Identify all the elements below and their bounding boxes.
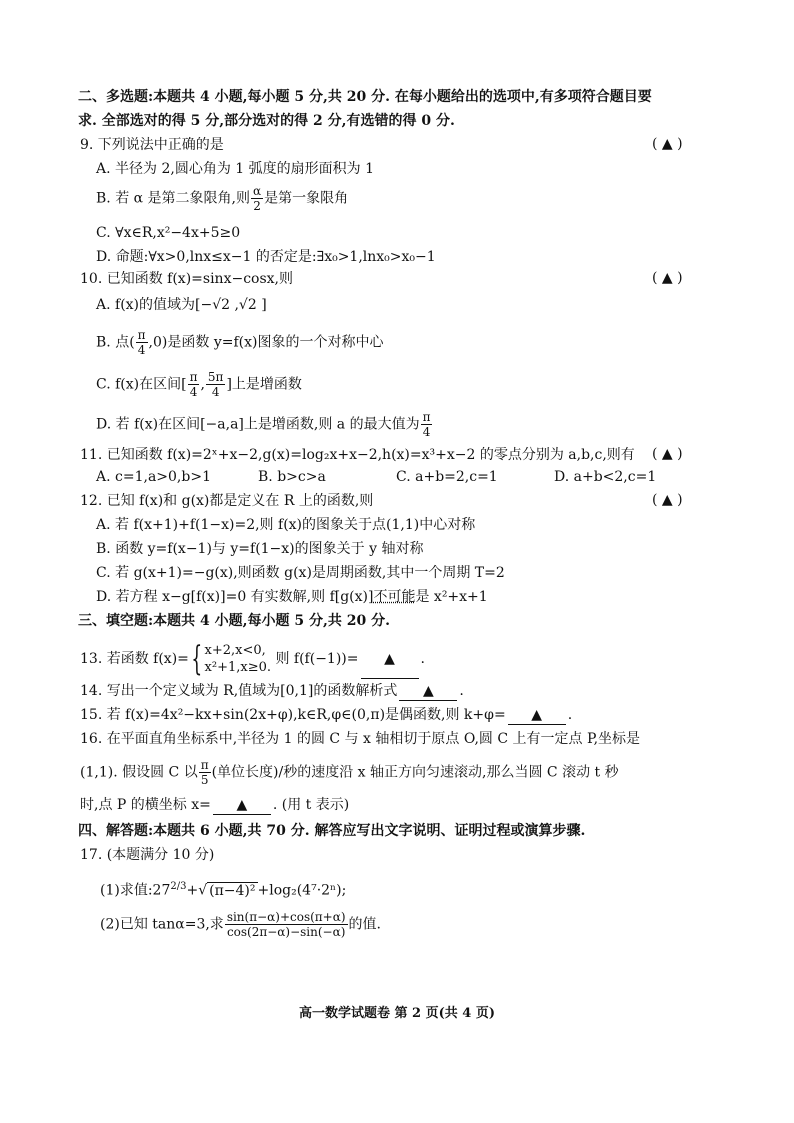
q15-post: . xyxy=(567,707,573,723)
q10-stem: 10. 已知函数 f(x)=sinx−cosx,则 xyxy=(80,271,294,287)
q16-line2-pre: (1,1). 假设圆 C 以 xyxy=(80,764,198,781)
q9-option-b-numerator: α xyxy=(253,184,262,198)
q10-option-b-fraction xyxy=(136,328,148,357)
q10-answer-mark: ( ▲ ) xyxy=(652,270,683,286)
q10-option-c-fraction-2 xyxy=(206,370,226,399)
q10-option-c-denominator-2: 4 xyxy=(211,385,220,399)
q10-option-c-fraction-1 xyxy=(188,370,200,399)
q10-option-d-numerator: π xyxy=(422,410,431,424)
q12-option-b: B. 函数 y=f(x−1)与 y=f(1−x)的图象关于 y 轴对称 xyxy=(96,541,424,557)
q17-part1: (1)求值$:27^{2/3}+√$ (π−4)² +log₂(4⁷·2ⁿ); xyxy=(100,881,347,899)
q9-option-a: A. 半径为 2,圆心角为 1 弧度的扇形面积为 1 xyxy=(96,161,374,177)
q10-option-a: A. f(x)的值域为[−√2 ,√2 ] xyxy=(96,297,267,313)
q13-mid: 则 f(f(−1))= xyxy=(275,651,359,667)
q17-part2-numerator: sin(π−α)+cos(π+α) xyxy=(226,910,346,924)
q12-option-c: C. 若 g(x+1)=−g(x),则函数 g(x)是周期函数,其中一个周期 T=2 xyxy=(96,565,505,581)
q17-part2-pre: (2)已知 tanα=3,求 xyxy=(100,916,224,933)
q10-option-d-fraction xyxy=(421,410,433,439)
q16-line1: 16. 在平面直角坐标系中,半径为 1 的圆 C 与 x 轴相切于原点 O,圆 C 上有一定点 P,坐标是 xyxy=(80,731,641,747)
q9-option-c: C. ∀x∈R,x²−4x+5≥0 xyxy=(96,225,241,241)
q11-answer-mark: ( ▲ ) xyxy=(652,446,683,462)
page-footer: 高一数学试题卷 第 2 页(共 4 页) xyxy=(298,1006,496,1021)
q15-pre: 15. 若 f(x)=4x²−kx+sin(2x+φ),k∈R,φ∈(0,π)是偶函数,则 k+φ= xyxy=(80,707,506,723)
q17-part1-radicand: (π−4)² xyxy=(209,882,256,899)
q14 xyxy=(80,682,464,701)
q10-option-c-post: ]上是增函数 xyxy=(226,376,302,393)
q17-part1-post: +log₂(4⁷·2ⁿ); xyxy=(257,882,347,899)
q14-answer-blank: ▲ xyxy=(399,682,457,701)
q10-option-c-denominator-1: 4 xyxy=(189,385,198,399)
q13-pre: 13. 若函数 f(x)= xyxy=(80,651,189,667)
q17-part2 xyxy=(100,910,381,939)
q11-option-c: C. a+b=2,c=1 xyxy=(396,469,498,485)
q10-option-b-numerator: π xyxy=(137,328,146,342)
q16-speed-numerator: π xyxy=(200,758,209,772)
q11-option-b: B. b>c>a xyxy=(258,469,326,485)
q13-brace: { xyxy=(191,639,203,679)
q10-option-c-numerator-2: 5π xyxy=(207,370,224,384)
q15-answer-blank: ▲ xyxy=(508,706,566,725)
q13 xyxy=(80,640,425,678)
q9-option-b-fraction xyxy=(251,184,263,213)
q13-post: . xyxy=(420,651,425,667)
q16-line2-post: (单位长度)/秒的速度沿 x 轴正方向匀速滚动,那么当圆 C 滚动 t 秒 xyxy=(211,764,619,781)
q12-option-a: A. 若 f(x+1)+f(1−x)=2,则 f(x)的图象关于点(1,1)中心对称 xyxy=(96,517,476,533)
q13-case-1: x+2,x<0, xyxy=(204,643,266,658)
q9-option-b-post: 是第一象限角 xyxy=(264,190,349,207)
q10-option-d xyxy=(96,410,433,439)
q10-option-b xyxy=(96,328,383,357)
q14-pre: 14. 写出一个定义域为 R,值域为[0,1]的函数解析式 xyxy=(80,683,398,699)
q9-option-b-pre: B. 若 α 是第二象限角,则 xyxy=(96,190,250,207)
q10-option-d-denominator: 4 xyxy=(422,425,431,439)
section-4-heading: 四、解答题:本题共 6 小题,共 70 分. 解答应写出文字说明、证明过程或演算步骤. xyxy=(78,823,586,839)
q13-case-2: x²+1,x≥0. xyxy=(204,660,272,675)
q11-stem: 11. 已知函数 f(x)=2ˣ+x−2,g(x)=log₂x+x−2,h(x)=x³+x−2 的零点分别为 a,b,c,则有 xyxy=(80,447,635,463)
q13-cases xyxy=(205,642,271,676)
q12-option-d xyxy=(96,588,488,606)
section-2-heading-line1: 二、多选题:本题共 4 小题,每小题 5 分,共 20 分. 在每小题给出的选项中,有多项符合题目要 xyxy=(78,89,652,105)
q10-option-b-post: ,0)是函数 y=f(x)图象的一个对称中心 xyxy=(148,334,384,351)
q17-part1-pre: (1)求值:27 xyxy=(100,882,171,899)
q17-part2-fraction xyxy=(225,910,348,939)
q16-line3-post: . (用 t 表示) xyxy=(272,797,350,813)
q10-option-b-pre: B. 点( xyxy=(96,334,135,351)
q10-option-d-pre: D. 若 f(x)在区间[−a,a]上是增函数,则 a 的最大值为 xyxy=(96,416,420,433)
q16-speed-fraction xyxy=(199,758,211,787)
q11-option-a: A. c=1,a>0,b>1 xyxy=(96,469,211,485)
q12-option-d-emphasis: 不可能 xyxy=(373,589,416,605)
q14-post: . xyxy=(459,683,464,699)
q9-answer-mark: ( ▲ ) xyxy=(652,136,683,152)
q17-part1-plus: + xyxy=(186,882,199,899)
q12-option-d-pre: D. 若方程 x−g[f(x)]=0 有实数解,则 f[g(x)] xyxy=(96,589,374,605)
q9-stem: 9. 下列说法中正确的是 xyxy=(80,137,224,153)
q10-option-c-numerator-1: π xyxy=(189,370,198,384)
q16-speed-denominator: 5 xyxy=(200,773,209,787)
q12-stem: 12. 已知 f(x)和 g(x)都是定义在 R 上的函数,则 xyxy=(80,493,374,509)
q9-option-d: D. 命题:∀x>0,lnx≤x−1 的否定是:∃x₀>1,lnx₀>x₀−1 xyxy=(96,249,436,265)
q11-option-d: D. a+b<2,c=1 xyxy=(554,469,657,485)
q17-part1-exponent: 2/3 xyxy=(170,881,187,892)
q16-answer-blank: ▲ xyxy=(213,796,271,815)
q12-option-d-post: 是 x²+x+1 xyxy=(415,589,488,605)
q16-line3 xyxy=(80,796,349,815)
section-3-heading: 三、填空题:本题共 4 小题,每小题 5 分,共 20 分. xyxy=(78,613,390,629)
q10-option-b-denominator: 4 xyxy=(137,343,146,357)
q17-part2-denominator: cos(2π−α)−sin(−α) xyxy=(226,925,346,939)
q10-option-c: C. f(x)在区间[ $\frac{\pi}{4}$ , $\frac{5\pi}{4}$ ]上是增函数 xyxy=(96,370,302,399)
q16-line3-pre: 时,点 P 的横坐标 x= xyxy=(80,797,211,813)
q15 xyxy=(80,706,572,725)
q13-answer-blank: ▲ xyxy=(361,640,419,679)
q17-part2-post: 的值. xyxy=(348,916,381,933)
q9-option-b-denominator: 2 xyxy=(253,199,261,213)
q12-answer-mark: ( ▲ ) xyxy=(652,492,683,508)
section-2-heading-line2: 求. 全部选对的得 5 分,部分选对的得 2 分,有选错的得 0 分. xyxy=(78,113,455,129)
q16-line2 xyxy=(80,758,619,787)
q17-title: 17. (本题满分 10 分) xyxy=(80,847,215,863)
q9-option-b xyxy=(96,184,348,213)
q10-option-c-pre: C. f(x)在区间[ xyxy=(96,376,187,393)
